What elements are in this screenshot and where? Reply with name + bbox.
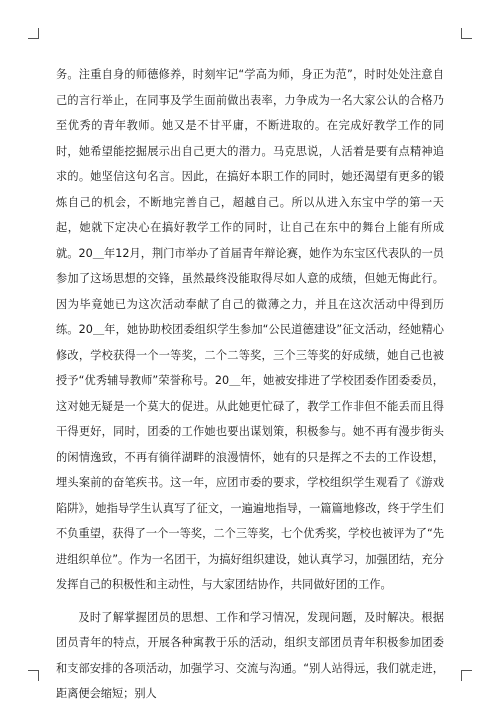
crop-mark-bottom-left <box>28 670 39 681</box>
paragraph: 及时了解掌握团员的思想、工作和学习情况，发现问题，及时解决。根据团员青年的特点，开展各种寓教于乐的活动，组织支部团员青年积极参加团委和支部安排的各项活动，加强学习、交流与沟通。“别人站得远，我们就走进，距离便会缩短；别人 <box>56 610 444 700</box>
crop-mark-top-right <box>461 28 472 39</box>
document-body <box>56 62 444 714</box>
paragraph-continued: 务。注重自身的师德修养，时刻牢记“学高为师，身正为范”，时时处处注意自己的言行举止，在同事及学生面前做出表率，力争成为一名大家公认的合格乃至优秀的青年教师。她又是不甘平庸，不断进取的。在完成好教学工作的同时，她希望能挖掘展示出自己更大的潜力。马克思说，人活着是要有点精神追求的。她坚信这句名言。因此，在搞好本职工作的同时，她还渴望有更多的锻炼自己的机会，不断地完善自己，超越自己。所以从进入东宝中学的第一天起，她就下定决心在搞好教学工作的同时，让自己在东中的舞台上能有所成就。20＿年12月，荆门市举办了首届青年辩论赛，她作为东宝区代表队的一员参加了这场思想的交锋，虽然最终没能取得尽如人意的成绩，但她无悔此行。因为毕竟她已为这次活动奉献了自己的微薄之力，并且在这次活动中得到历练。20＿年，她协助校团委组织学生参加“公民道德建设”征文活动，经她精心修改，学校获得一个一等奖，二个二等奖，三个三等奖的好成绩，她自己也被授予“优秀辅导教师”荣誉称号。20＿年，她被安排进了学校团委作团委委员，这对她无疑是一个莫大的促进。从此她更忙碌了，教学工作非但不能丢而且得干得更好，同时，团委的工作她也要出谋划策，积极参与。她不再有漫步街头的闲情逸致，不再有徜徉湖畔的浪漫情怀，她有的只是挥之不去的工作设想，埋头案前的奋笔疾书。这一年，应团市委的要求，学校组织学生观看了《游戏陷阱》，她指导学生认真写了征文，一遍遍地指导，一篇篇地修改，终于学生们不负重望，获得了一个一等奖，二个三等奖，七个优秀奖，学校也被评为了“先进组织单位”。作为一名团干，为搞好组织建设，她认真学习，加强团结，充分发挥自己的积极性和主动性，与大家团结协作，共同做好团的工作。 <box>56 68 444 591</box>
crop-mark-bottom-right <box>461 670 472 681</box>
crop-mark-top-left <box>28 28 39 39</box>
